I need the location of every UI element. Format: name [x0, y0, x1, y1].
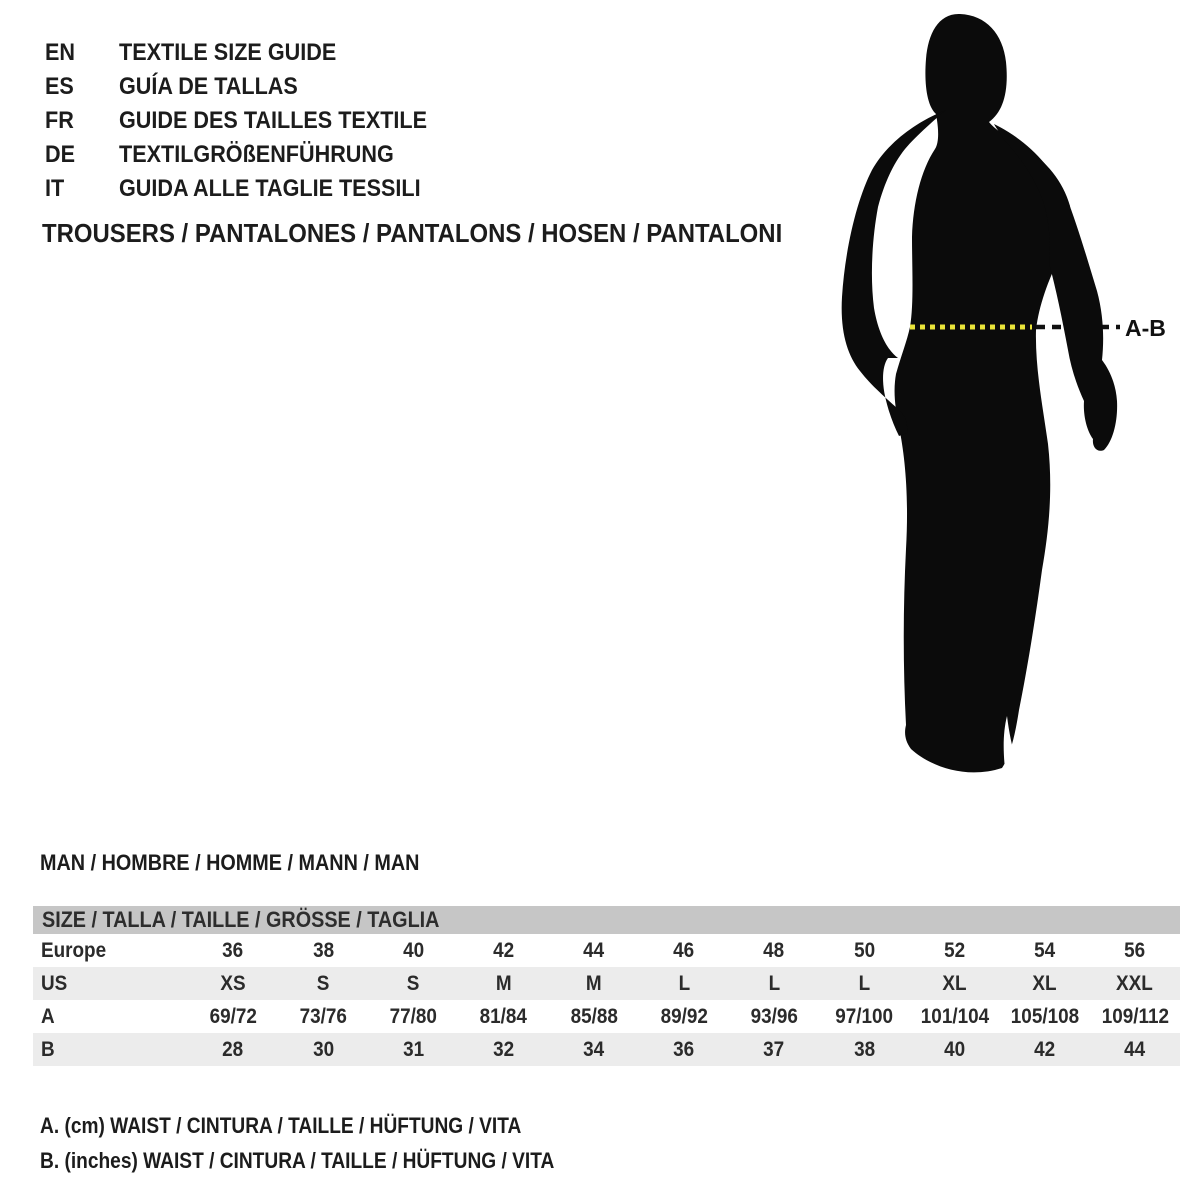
table-cell: [819, 1038, 909, 1062]
table-cell: [1000, 939, 1090, 963]
table-cell-text: 40: [402, 938, 424, 962]
table-cell-text: 30: [312, 1037, 334, 1061]
size-table-body: [33, 934, 1180, 1066]
table-cell-text: 31: [402, 1037, 424, 1061]
table-cell: [368, 972, 458, 996]
table-cell-text: 36: [222, 938, 244, 962]
table-cell-text: L: [858, 971, 871, 995]
table-cell: [819, 972, 909, 996]
table-cell: [639, 939, 729, 963]
row-label: [33, 1005, 188, 1029]
table-cell: [549, 972, 639, 996]
language-row: [45, 138, 461, 172]
footnote: [40, 1108, 631, 1143]
table-cell: [278, 1038, 368, 1062]
table-cell: [1090, 972, 1180, 996]
language-label: TEXTILE SIZE GUIDE: [119, 39, 337, 66]
table-cell: [188, 972, 278, 996]
table-cell-text: 54: [1034, 938, 1056, 962]
table-cell: [729, 1038, 819, 1062]
table-cell-text: 48: [763, 938, 785, 962]
table-cell-text: XL: [1032, 971, 1057, 995]
footnotes: [40, 1108, 631, 1178]
table-cell: [1090, 939, 1180, 963]
table-cell: [639, 1038, 729, 1062]
table-cell: [729, 972, 819, 996]
table-cell: [909, 939, 999, 963]
table-cell: [188, 1005, 278, 1029]
table-cell-text: L: [678, 971, 690, 995]
table-cell: [729, 939, 819, 963]
table-cell-text: S: [316, 971, 330, 995]
language-label: GUIDE DES TAILLES TEXTILE: [119, 107, 428, 134]
row-label: [33, 972, 188, 996]
table-cell: [819, 1005, 909, 1029]
table-cell: [278, 939, 368, 963]
table-cell: [639, 972, 729, 996]
table-row-b: [33, 1033, 1180, 1066]
table-cell-text: 36: [673, 1037, 695, 1061]
table-cell: [368, 939, 458, 963]
table-cell: [188, 1038, 278, 1062]
man-silhouette: [820, 0, 1200, 800]
table-cell: [368, 1038, 458, 1062]
table-cell: [909, 972, 999, 996]
table-cell: [459, 972, 549, 996]
table-cell-text: 52: [944, 938, 966, 962]
table-cell-text: XL: [942, 971, 967, 995]
row-label-text: Europe: [41, 938, 107, 962]
table-cell-text: 105/108: [1010, 1004, 1079, 1028]
table-cell: [188, 939, 278, 963]
table-cell: [639, 1005, 729, 1029]
table-cell: [729, 1005, 819, 1029]
table-cell-text: 85/88: [570, 1004, 618, 1028]
language-row: [45, 172, 461, 206]
table-cell-text: L: [768, 971, 780, 995]
table-cell-text: 81/84: [479, 1004, 528, 1028]
table-cell-text: 32: [493, 1037, 515, 1061]
table-cell: [1000, 972, 1090, 996]
table-cell-text: 97/100: [835, 1004, 894, 1028]
table-cell-text: 101/104: [920, 1004, 989, 1028]
table-cell: [1090, 1038, 1180, 1062]
table-cell-text: 40: [944, 1037, 966, 1061]
footnote: [40, 1143, 631, 1178]
language-row: [45, 36, 461, 70]
table-cell: [1090, 1005, 1180, 1029]
table-row-us: [33, 967, 1180, 1000]
table-cell-text: 56: [1124, 938, 1146, 962]
table-cell: [909, 1038, 999, 1062]
table-cell-text: 69/72: [209, 1004, 257, 1028]
table-cell: [549, 1038, 639, 1062]
table-cell-text: 34: [583, 1037, 605, 1061]
table-cell-text: M: [495, 971, 512, 995]
language-label: GUÍA DE TALLAS: [119, 73, 298, 100]
footnote-text: B. (inches) WAIST / CINTURA / TAILLE / HÜFTUNG / VITA: [40, 1147, 555, 1173]
table-cell-text: 73/76: [299, 1004, 347, 1028]
language-code: IT: [45, 175, 65, 202]
language-code: ES: [45, 73, 74, 100]
footnote-text: A. (cm) WAIST / CINTURA / TAILLE / HÜFTUNG / VITA: [40, 1112, 522, 1138]
man-silhouette-figure: [820, 0, 1200, 800]
language-list: [45, 36, 461, 206]
table-row-europe: [33, 934, 1180, 967]
table-cell-text: 37: [763, 1037, 785, 1061]
table-cell: [549, 939, 639, 963]
measure-label: A-B: [1125, 315, 1166, 341]
table-cell: [549, 1005, 639, 1029]
product-heading-text: TROUSERS / PANTALONES / PANTALONS / HOSEN / PANTALONI: [42, 218, 783, 248]
language-label: GUIDA ALLE TAGLIE TESSILI: [119, 175, 421, 202]
row-label-text: A: [41, 1004, 55, 1028]
language-code: DE: [45, 141, 76, 168]
table-cell: [1000, 1038, 1090, 1062]
size-table-header-text: SIZE / TALLA / TAILLE / GRÖSSE / TAGLIA: [42, 907, 440, 932]
table-cell-text: 89/92: [660, 1004, 708, 1028]
language-label: TEXTILGRÖßENFÜHRUNG: [119, 141, 394, 168]
language-code: EN: [45, 39, 76, 66]
table-cell: [819, 939, 909, 963]
table-row-a: [33, 1000, 1180, 1033]
product-heading: [42, 218, 847, 249]
section-heading-text: MAN / HOMBRE / HOMME / MANN / MAN: [40, 850, 420, 875]
table-cell: [459, 939, 549, 963]
table-cell-text: 109/112: [1101, 1004, 1169, 1028]
table-cell-text: S: [407, 971, 420, 995]
table-cell-text: M: [585, 971, 602, 995]
table-cell-text: 93/96: [750, 1004, 798, 1028]
table-cell-text: 42: [493, 938, 515, 962]
table-cell-text: 38: [312, 938, 334, 962]
table-cell: [459, 1005, 549, 1029]
table-cell: [368, 1005, 458, 1029]
table-cell: [459, 1038, 549, 1062]
table-cell-text: 46: [673, 938, 695, 962]
table-cell-text: 42: [1034, 1037, 1056, 1061]
table-cell-text: 77/80: [389, 1004, 438, 1028]
table-cell-text: 28: [222, 1037, 244, 1061]
table-cell-text: XS: [220, 971, 246, 995]
language-row: [45, 70, 461, 104]
language-row: [45, 104, 461, 138]
size-table-header: [33, 906, 1180, 934]
row-label-text: US: [41, 971, 68, 995]
table-cell-text: 38: [853, 1037, 875, 1061]
table-cell: [909, 1005, 999, 1029]
table-cell-text: XXL: [1116, 971, 1154, 995]
table-cell: [278, 972, 368, 996]
table-cell: [278, 1005, 368, 1029]
table-cell: [1000, 1005, 1090, 1029]
row-label-text: B: [41, 1037, 55, 1061]
table-cell-text: 44: [1124, 1037, 1146, 1061]
row-label: [33, 1038, 188, 1062]
row-label: [33, 939, 188, 963]
table-cell-text: 50: [853, 938, 875, 962]
size-table: [33, 906, 1180, 1066]
language-code: FR: [45, 107, 74, 134]
section-heading: [40, 850, 462, 876]
table-cell-text: 44: [583, 938, 605, 962]
